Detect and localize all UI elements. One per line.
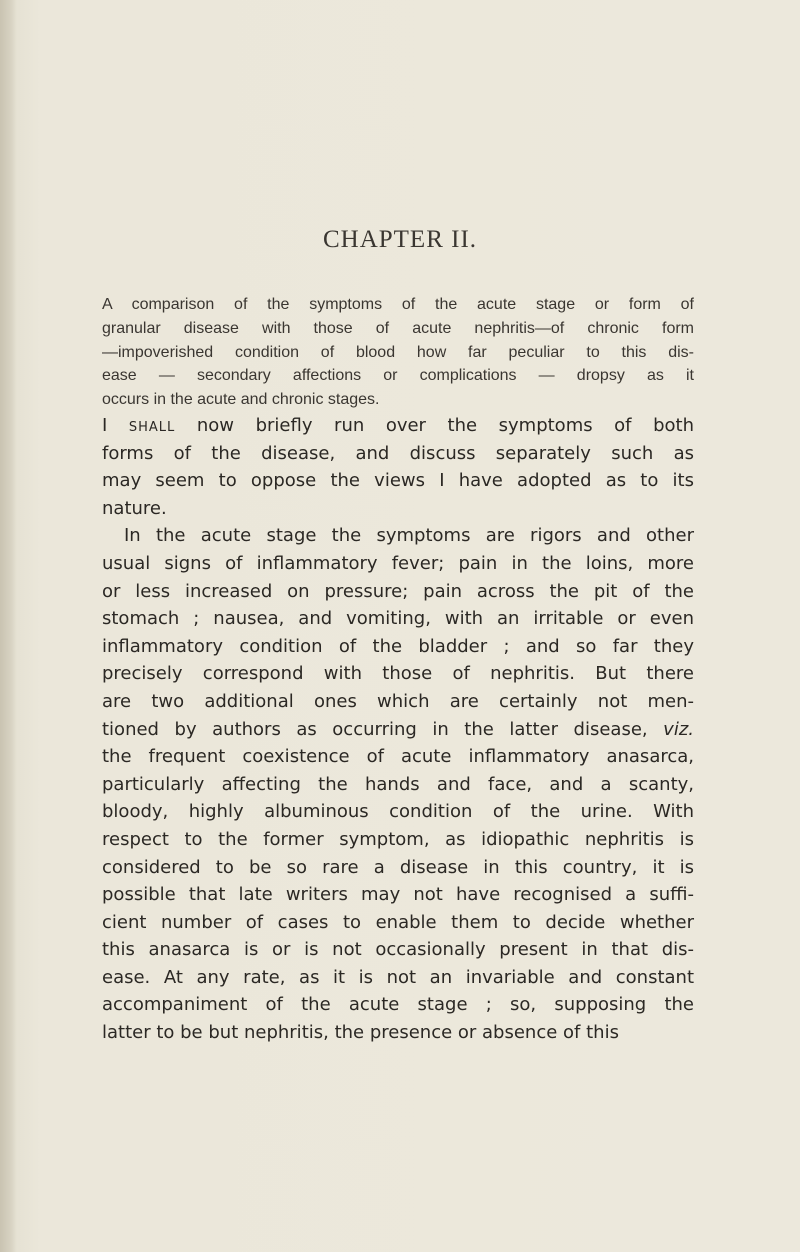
body-line: stomach ; nausea, and vomiting, with an irritable or even	[102, 608, 694, 630]
italic-viz: viz.	[663, 718, 694, 740]
body-line: this anasarca is or is not occasionally present in that dis-	[102, 939, 694, 961]
summary-line: —impoverished condition of blood how far peculiar to this dis-	[102, 343, 694, 361]
body-line-viz	[102, 716, 694, 744]
summary-line: A comparison of the symptoms of the acute stage or form of	[102, 296, 694, 313]
paragraph-smallcaps-word: shall	[128, 415, 176, 436]
chapter-title: CHAPTER II.	[322, 226, 478, 253]
paragraph-1-line-rest: now briefly run over the symptoms of both	[196, 415, 694, 436]
paragraph-1-first-line	[102, 412, 694, 440]
body-line: inflammatory condition of the bladder ; and so far they	[102, 635, 694, 657]
summary-line: ease — secondary affections or complications — dropsy as it	[102, 367, 694, 385]
body-line: cient number of cases to enable them to decide whether	[102, 911, 694, 933]
body-line: In the acute stage the symptoms are rigors and other	[124, 525, 694, 547]
body-line: ease. At any rate, as it is not an invariable and constant	[102, 966, 694, 988]
body-line: precisely correspond with those of nephritis. But there	[102, 663, 694, 685]
body-line: usual signs of inflammatory fever; pain in the loins, more	[102, 552, 694, 574]
body-line: or less increased on pressure; pain across the pit of the	[102, 580, 694, 602]
body-line: particularly affecting the hands and face, and a scanty,	[102, 773, 694, 795]
body-line: latter to be but nephritis, the presence or absence of this	[102, 1022, 619, 1044]
body-line: accompaniment of the acute stage ; so, supposing the	[102, 994, 694, 1016]
body-line: the frequent coexistence of acute inflammatory anasarca,	[102, 746, 694, 768]
body-line: respect to the former symptom, as idiopathic nephritis is	[102, 828, 694, 850]
body-line-text: tioned by authors as occurring in the latter disease,	[102, 718, 648, 740]
body-line: nature.	[102, 497, 167, 519]
body-line: considered to be so rare a disease in this country, it is	[102, 856, 694, 878]
paragraph-initial: I	[102, 415, 108, 436]
chapter-summary	[102, 293, 694, 412]
summary-line: granular disease with those of acute nephritis—of chronic form	[102, 319, 694, 337]
body-line: are two additional ones which are certainly not men-	[102, 690, 694, 712]
body-line: forms of the disease, and discuss separately such as	[102, 442, 694, 464]
body-line: may seem to oppose the views I have adopted as to its	[102, 470, 694, 492]
body-line: bloody, highly albuminous condition of the urine. With	[102, 801, 694, 823]
page-binding-edge	[0, 0, 16, 1252]
body-line: possible that late writers may not have recognised a suffi-	[102, 884, 694, 906]
summary-line: occurs in the acute and chronic stages.	[102, 391, 380, 409]
body-text	[102, 412, 694, 1047]
